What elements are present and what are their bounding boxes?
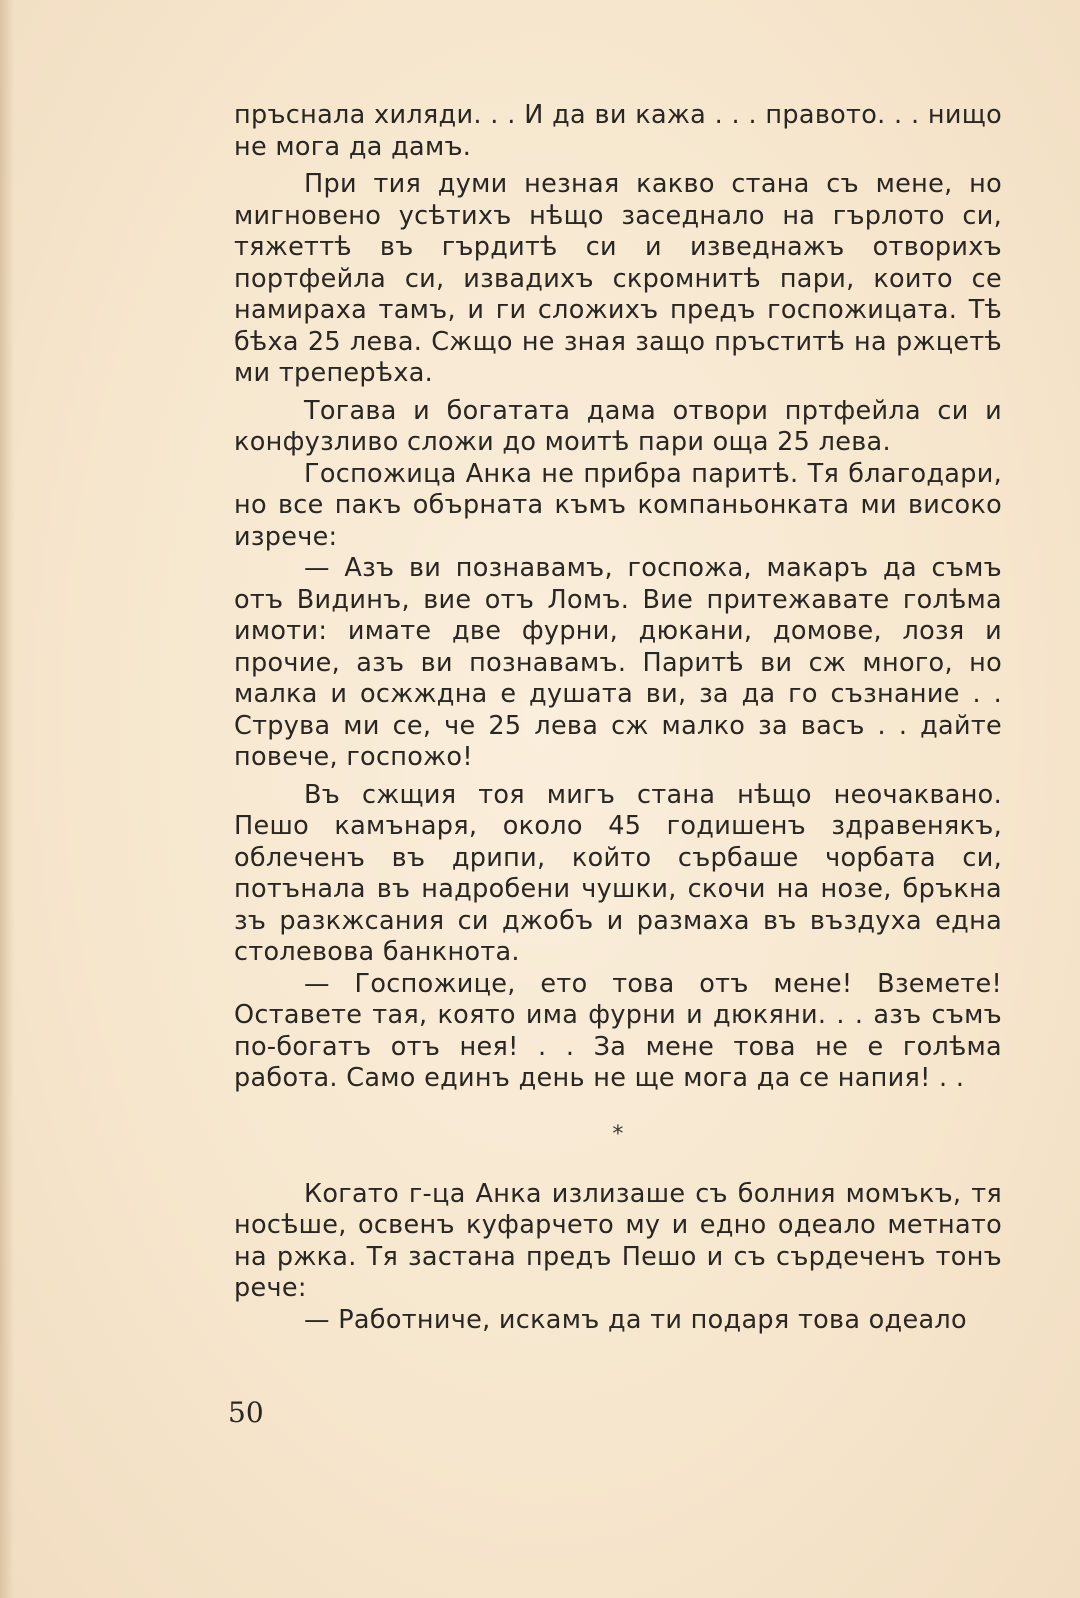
page-number: 50 bbox=[228, 1396, 264, 1429]
dialogue-paragraph: — Госпожице, ето това отъ мене! Вземете! Оставете тая, която има фурни и дюкяни. . . азъ съмъ по-богатъ отъ нея! . . За мене това не е голѣма работа. Само единъ день не ще мога да се напия! . . bbox=[234, 968, 1002, 1093]
dialogue-paragraph: — Азъ ви познавамъ, госпожа, макаръ да съмъ отъ Видинъ, вие отъ Ломъ. Вие притежавате голѣма имоти: имате две фурни, дюкани, домове, лозя и прочие, азъ ви познавамъ. Паритѣ ви сж много, но малка и осжждна е душата ви, за да го съзнание . . Струва ми се, че 25 лева сж малко за васъ . . дайте повече, госпожо! bbox=[234, 553, 1002, 772]
paragraph: Когато г-ца Анка излизаше съ болния момъкъ, тя носѣше, освенъ куфарчето му и едно одеало метнато на ржка. Тя застана предъ Пешо и съ сърдеченъ тонъ рече: bbox=[234, 1178, 1002, 1303]
spine-shadow bbox=[0, 0, 14, 1598]
paragraph: Госпожица Анка не прибра паритѣ. Тя благодари, но все пакъ обърната къмъ компаньонката ми високо изрече: bbox=[234, 458, 1002, 552]
page-text bbox=[234, 100, 1002, 1336]
dialogue-paragraph: — Работниче, искамъ да ти подаря това одеало bbox=[304, 1304, 967, 1335]
paragraph: При тия думи незная какво стана съ мене, но мигновено усѣтихъ нѣщо заседнало на гърлото си, тяжеттѣ въ гърдитѣ си и изведнажъ отворихъ портфейла си, извадихъ скромнитѣ пари, които се намираха тамъ, и ги сложихъ предъ госпожицата. Тѣ бѣха 25 лева. Сжщо не зная защо пръститѣ на ржцетѣ ми треперѣха. bbox=[234, 169, 1002, 388]
section-separator: * bbox=[612, 1121, 624, 1147]
paragraph: Тогава и богатата дама отвори пртфейла си и конфузливо сложи до моитѣ пари оща 25 лева. bbox=[234, 395, 1002, 457]
paragraph: Въ сжщия тоя мигъ стана нѣщо неочаквано. Пешо камънаря, около 45 годишенъ здравенякъ, облеченъ въ дрипи, който сърбаше чорбата си, потънала въ надробени чушки, скочи на нозе, бръкна зъ разкжсания си джобъ и размаха въ въздуха една столевова банкнота. bbox=[234, 779, 1002, 967]
paragraph-continued: пръснала хиляди. . . И да ви кажа . . . правото. . . нищо не мога да дамъ. bbox=[234, 100, 1002, 162]
